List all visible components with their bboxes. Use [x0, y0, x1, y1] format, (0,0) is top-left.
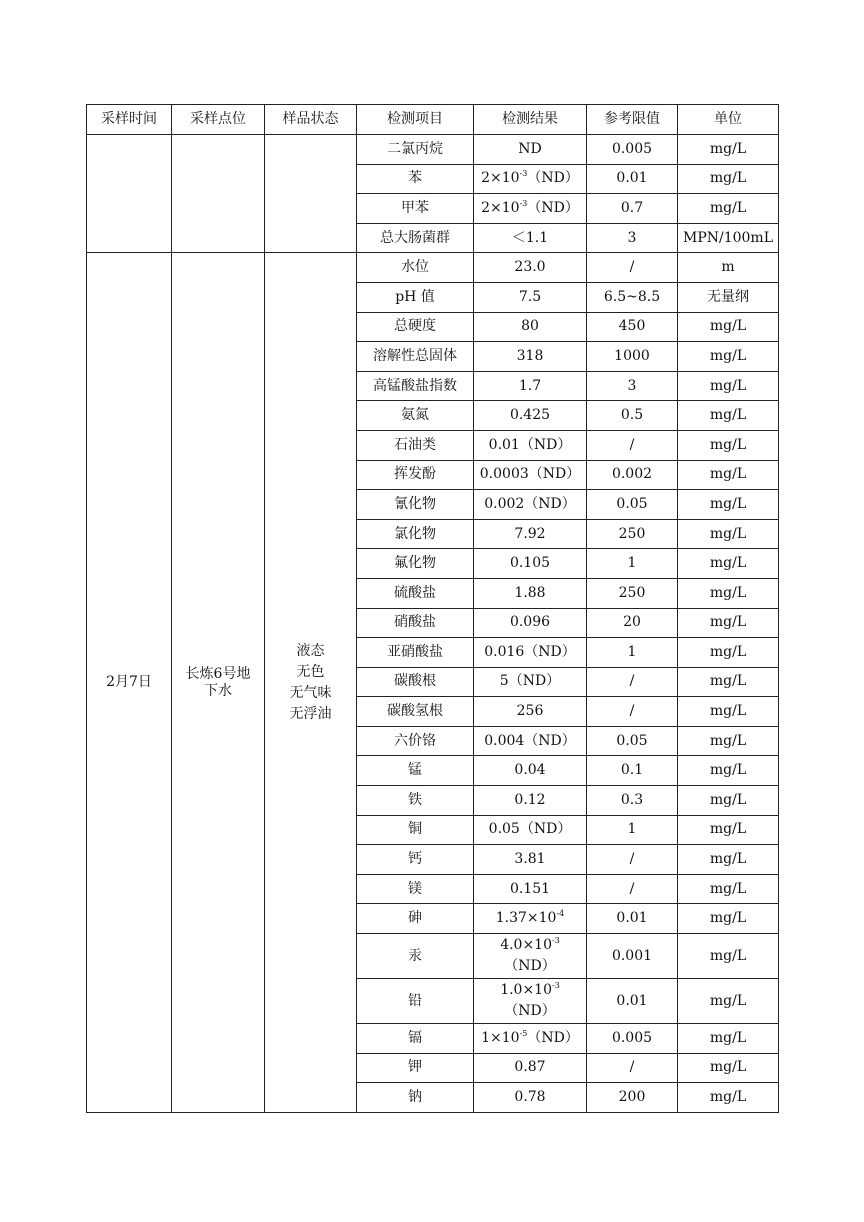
- test-result-cell: $1.0\times 10^{-3}(ND)$: [474, 979, 587, 1024]
- sampling-time-cell: [87, 135, 172, 253]
- test-result-cell: 3.81: [474, 845, 587, 875]
- test-item-cell: 氟化物: [357, 549, 474, 579]
- test-item-cell: 溶解性总固体: [357, 342, 474, 372]
- sample-state-cell: [265, 135, 357, 253]
- test-result-cell: 0.78: [474, 1083, 587, 1113]
- test-result-cell: 23.0: [474, 253, 587, 283]
- sample-state-line: 无气味: [289, 684, 332, 701]
- unit-cell: mg/L: [678, 667, 779, 697]
- test-item-cell: 碳酸根: [357, 667, 474, 697]
- table-row: [87, 135, 779, 165]
- reference-limit-cell: 6.5~8.5: [587, 282, 678, 312]
- exponent: -3: [552, 936, 560, 946]
- test-result-cell: ＜1.1: [474, 223, 587, 253]
- reference-limit-cell: 0.7: [587, 194, 678, 224]
- reference-limit-cell: 1: [587, 638, 678, 668]
- test-result-cell: 1.7: [474, 371, 587, 401]
- test-item-cell: 氯化物: [357, 519, 474, 549]
- unit-cell: mg/L: [678, 342, 779, 372]
- test-result-cell: 7.92: [474, 519, 587, 549]
- test-item-cell: pH 值: [357, 282, 474, 312]
- test-result-cell: 256: [474, 697, 587, 727]
- test-result-cell: 0.105: [474, 549, 587, 579]
- unit-cell: mg/L: [678, 697, 779, 727]
- header-sampling-time: 采样时间: [87, 105, 172, 135]
- unit-cell: mg/L: [678, 135, 779, 165]
- sampling-time-cell: 2月7日: [87, 253, 172, 1112]
- unit-cell: MPN/100mL: [678, 223, 779, 253]
- reference-limit-cell: 450: [587, 312, 678, 342]
- test-item-cell: 氨氮: [357, 401, 474, 431]
- test-item-cell: 甲苯: [357, 194, 474, 224]
- test-result-cell: 0.016（ND）: [474, 638, 587, 668]
- test-item-cell: 钠: [357, 1083, 474, 1113]
- unit-cell: mg/L: [678, 490, 779, 520]
- unit-cell: mg/L: [678, 638, 779, 668]
- test-result-cell: $2\times 10^{-3}(ND)$: [474, 194, 587, 224]
- reference-limit-cell: /: [587, 253, 678, 283]
- reference-limit-cell: 0.002: [587, 460, 678, 490]
- test-item-cell: 硝酸盐: [357, 608, 474, 638]
- test-result-cell: 0.12: [474, 786, 587, 816]
- sample-state-line: 液态: [296, 642, 325, 659]
- unit-cell: mg/L: [678, 1024, 779, 1054]
- test-item-cell: 高锰酸盐指数: [357, 371, 474, 401]
- test-item-cell: 镁: [357, 874, 474, 904]
- reference-limit-cell: 0.05: [587, 490, 678, 520]
- test-item-cell: 石油类: [357, 430, 474, 460]
- test-item-cell: 铁: [357, 786, 474, 816]
- header-sample-state: 样品状态: [265, 105, 357, 135]
- sample-state-cell: [265, 253, 357, 1112]
- unit-cell: mg/L: [678, 934, 779, 979]
- unit-cell: mg/L: [678, 904, 779, 934]
- exponent: -3: [519, 169, 528, 179]
- reference-limit-cell: /: [587, 874, 678, 904]
- test-result-cell: 318: [474, 342, 587, 372]
- test-item-cell: 氰化物: [357, 490, 474, 520]
- unit-cell: mg/L: [678, 979, 779, 1024]
- unit-cell: 无量纲: [678, 282, 779, 312]
- test-result-cell: 0.004（ND）: [474, 726, 587, 756]
- unit-cell: mg/L: [678, 549, 779, 579]
- exponent: -3: [519, 198, 528, 208]
- test-item-cell: 锰: [357, 756, 474, 786]
- test-result-cell: 0.01（ND）: [474, 430, 587, 460]
- test-result-cell: $1\times 10^{-5}(ND)$: [474, 1024, 587, 1054]
- unit-cell: mg/L: [678, 845, 779, 875]
- test-item-cell: 镉: [357, 1024, 474, 1054]
- header-unit: 单位: [678, 105, 779, 135]
- sample-state-line: 无浮油: [289, 705, 332, 722]
- test-results-table: [86, 104, 779, 1113]
- reference-limit-cell: /: [587, 1053, 678, 1083]
- reference-limit-cell: 0.01: [587, 979, 678, 1024]
- test-result-cell: $2\times 10^{-3}(ND)$: [474, 164, 587, 194]
- test-item-cell: 挥发酚: [357, 460, 474, 490]
- reference-limit-cell: 250: [587, 578, 678, 608]
- reference-limit-cell: /: [587, 845, 678, 875]
- test-item-cell: 总硬度: [357, 312, 474, 342]
- reference-limit-cell: 3: [587, 371, 678, 401]
- reference-limit-cell: 0.05: [587, 726, 678, 756]
- reference-limit-cell: 0.1: [587, 756, 678, 786]
- unit-cell: mg/L: [678, 608, 779, 638]
- test-item-cell: 铜: [357, 815, 474, 845]
- reference-limit-cell: 200: [587, 1083, 678, 1113]
- reference-limit-cell: 0.01: [587, 164, 678, 194]
- sampling-site-cell: [172, 135, 265, 253]
- reference-limit-cell: /: [587, 430, 678, 460]
- test-result-cell: 0.0003（ND）: [474, 460, 587, 490]
- table-row: [87, 253, 779, 283]
- test-item-cell: 总大肠菌群: [357, 223, 474, 253]
- unit-cell: m: [678, 253, 779, 283]
- unit-cell: mg/L: [678, 164, 779, 194]
- reference-limit-cell: 1: [587, 815, 678, 845]
- test-result-cell: 1.88: [474, 578, 587, 608]
- test-item-cell: 汞: [357, 934, 474, 979]
- test-item-cell: 二氯丙烷: [357, 135, 474, 165]
- reference-limit-cell: 0.5: [587, 401, 678, 431]
- reference-limit-cell: /: [587, 667, 678, 697]
- test-item-cell: 六价铬: [357, 726, 474, 756]
- test-result-cell: 0.096: [474, 608, 587, 638]
- test-item-cell: 亚硝酸盐: [357, 638, 474, 668]
- test-result-cell: $4.0\times 10^{-3}(ND)$: [474, 934, 587, 979]
- test-result-cell: 0.151: [474, 874, 587, 904]
- reference-limit-cell: 20: [587, 608, 678, 638]
- header-test-item: 检测项目: [357, 105, 474, 135]
- test-item-cell: 钙: [357, 845, 474, 875]
- test-result-cell: 0.04: [474, 756, 587, 786]
- header-sampling-site: 采样点位: [172, 105, 265, 135]
- unit-cell: mg/L: [678, 519, 779, 549]
- test-result-cell: $1.37\times 10^{-4}$: [474, 904, 587, 934]
- unit-cell: mg/L: [678, 312, 779, 342]
- unit-cell: mg/L: [678, 578, 779, 608]
- exponent: -3: [552, 981, 560, 991]
- test-result-cell: ND: [474, 135, 587, 165]
- reference-limit-cell: 0.005: [587, 1024, 678, 1054]
- test-item-cell: 苯: [357, 164, 474, 194]
- unit-cell: mg/L: [678, 786, 779, 816]
- header-test-result: 检测结果: [474, 105, 587, 135]
- test-result-cell: 0.002（ND）: [474, 490, 587, 520]
- reference-limit-cell: 1: [587, 549, 678, 579]
- unit-cell: mg/L: [678, 1083, 779, 1113]
- unit-cell: mg/L: [678, 401, 779, 431]
- test-result-cell: 80: [474, 312, 587, 342]
- test-result-cell: 0.425: [474, 401, 587, 431]
- test-item-cell: 硫酸盐: [357, 578, 474, 608]
- reference-limit-cell: 0.3: [587, 786, 678, 816]
- header-reference-limit: 参考限值: [587, 105, 678, 135]
- reference-limit-cell: 0.01: [587, 904, 678, 934]
- unit-cell: mg/L: [678, 194, 779, 224]
- unit-cell: mg/L: [678, 371, 779, 401]
- test-result-cell: 0.87: [474, 1053, 587, 1083]
- unit-cell: mg/L: [678, 1053, 779, 1083]
- unit-cell: mg/L: [678, 726, 779, 756]
- test-result-cell: 5（ND）: [474, 667, 587, 697]
- test-item-cell: 碳酸氢根: [357, 697, 474, 727]
- unit-cell: mg/L: [678, 756, 779, 786]
- sample-state-line: 无色: [296, 663, 325, 680]
- test-item-cell: 钾: [357, 1053, 474, 1083]
- reference-limit-cell: 0.005: [587, 135, 678, 165]
- exponent: -5: [519, 1028, 528, 1038]
- reference-limit-cell: /: [587, 697, 678, 727]
- test-result-cell: 0.05（ND）: [474, 815, 587, 845]
- test-item-cell: 铅: [357, 979, 474, 1024]
- reference-limit-cell: 0.001: [587, 934, 678, 979]
- test-item-cell: 砷: [357, 904, 474, 934]
- exponent: -4: [556, 909, 565, 919]
- unit-cell: mg/L: [678, 460, 779, 490]
- header-row: [87, 105, 779, 135]
- unit-cell: mg/L: [678, 430, 779, 460]
- sampling-site-cell: 长炼6号地下水: [172, 253, 265, 1112]
- test-result-cell: 7.5: [474, 282, 587, 312]
- unit-cell: mg/L: [678, 815, 779, 845]
- reference-limit-cell: 3: [587, 223, 678, 253]
- reference-limit-cell: 250: [587, 519, 678, 549]
- unit-cell: mg/L: [678, 874, 779, 904]
- reference-limit-cell: 1000: [587, 342, 678, 372]
- test-item-cell: 水位: [357, 253, 474, 283]
